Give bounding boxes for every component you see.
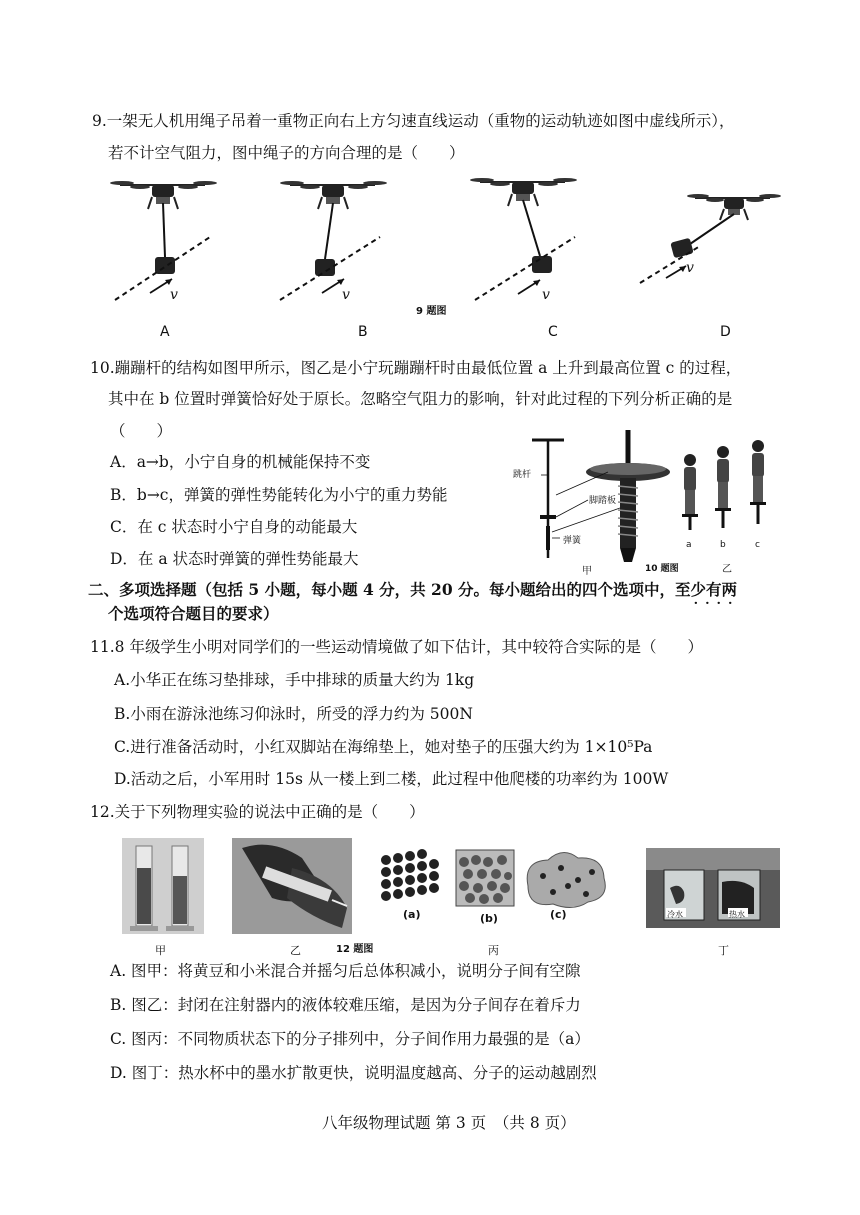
q10-option-d: D．在 a 状态时弹簧的弹性势能最大	[110, 550, 359, 568]
q12-figure-yi	[232, 838, 352, 934]
q10-stem-line3: （ ）	[110, 422, 173, 440]
q9-stem-line2: 若不计空气阻力，图中绳子的方向合理的是（ ）	[108, 144, 465, 162]
solid-lattice	[381, 849, 439, 901]
q11-option-a: A.小华正在练习垫排球，手中排球的质量大约为 1kg	[114, 671, 475, 689]
q9-figure-c	[470, 172, 580, 307]
q12-cold-water: 冷水	[667, 910, 683, 919]
q10-option-c: C．在 c 状态时小宁自身的动能最大	[110, 518, 358, 536]
person-icon	[750, 440, 766, 524]
q9-figure-caption: 9 题图	[416, 306, 447, 317]
q12-label-ding: 丁	[718, 944, 729, 957]
q10-label-tanhuang: 弹簧	[563, 536, 582, 546]
liquid-beaker	[456, 850, 514, 906]
drone-icon	[687, 194, 781, 220]
q12-option-d: D. 图丁：热水杯中的墨水扩散更快，说明温度越高、分子的运动越剧烈	[110, 1064, 597, 1082]
q10-stem-line1: 10.蹦蹦杆的结构如图甲所示，图乙是小宁玩蹦蹦杆时由最低位置 a 上升到最高位置 c 的过程，	[90, 359, 742, 377]
q10-option-b: B．b→c，弹簧的弹性势能转化为小宁的重力势能	[110, 486, 448, 504]
q12-sub-c: (c)	[550, 908, 567, 921]
section2-heading-line1: 二、多项选择题（包括 5 小题，每小题 4 分，共 20 分。每小题给出的四个选项中，至少有两	[88, 580, 738, 599]
q12-figure-caption: 12 题图	[336, 944, 374, 955]
q12-sub-a: (a)	[403, 908, 421, 921]
q10-option-a: A．a→b，小宁自身的机械能保持不变	[110, 453, 371, 471]
q10-label-jiaotaban: 脚踏板	[589, 496, 617, 506]
q10-pos-b: b	[720, 540, 726, 550]
q9-figure-b	[280, 175, 390, 305]
q10-label-yi: 乙	[722, 564, 732, 575]
q9-velocity-label-a: v	[170, 287, 178, 303]
q11-option-b: B.小雨在游泳池练习仰泳时，所受的浮力约为 500N	[114, 705, 473, 723]
emphasis-dots: · · · ·	[693, 593, 734, 614]
q9-option-a-label: A	[160, 324, 170, 340]
q9-option-d-label: D	[720, 324, 731, 340]
q11-option-d: D.活动之后，小军用时 15s 从一楼上到二楼，此过程中他爬楼的功率约为 100W	[114, 770, 669, 788]
q12-sub-b: (b)	[480, 912, 498, 925]
q11-stem: 11.8 年级学生小明对同学们的一些运动情境做了如下估计，其中较符合实际的是（ ）	[90, 638, 703, 656]
q12-label-bing: 丙	[488, 944, 499, 957]
q12-option-c: C. 图丙：不同物质状态下的分子排列中，分子间作用力最强的是（a）	[110, 1030, 590, 1048]
q10-stem-line2: 其中在 b 位置时弹簧恰好处于原长。忽略空气阻力的影响，针对此过程的下列分析正确的是	[108, 390, 733, 408]
q11-option-c: C.进行准备活动时，小红双脚站在海绵垫上，她对垫子的压强大约为 1×10⁵Pa	[114, 738, 653, 756]
person-icon	[682, 454, 698, 530]
q12-label-yi: 乙	[290, 944, 301, 957]
page-footer: 八年级物理试题 第 3 页 （共 8 页）	[322, 1114, 576, 1132]
q10-figure-caption: 10 题图	[645, 564, 679, 574]
q10-label-tiaogan: 跳杆	[513, 470, 532, 480]
gas-cloud	[527, 852, 605, 907]
section2-heading-line2: 个选项符合题目的要求）	[108, 604, 279, 623]
q10-label-jia: 甲	[582, 566, 592, 577]
q9-figure-a	[110, 175, 220, 305]
q9-figure-d	[640, 188, 780, 288]
q12-option-a: A. 图甲：将黄豆和小米混合并摇匀后总体积减小，说明分子间有空隙	[110, 962, 581, 980]
q12-label-jia: 甲	[155, 944, 166, 957]
q10-pos-a: a	[686, 540, 692, 550]
person-icon	[715, 446, 731, 528]
q10-pos-c: c	[755, 540, 760, 550]
q9-velocity-label-c: v	[542, 287, 550, 303]
q12-stem: 12.关于下列物理实验的说法中正确的是（ ）	[90, 803, 425, 821]
q9-velocity-label-d: v	[686, 260, 694, 276]
q9-stem-line1: 9.一架无人机用绳子吊着一重物正向右上方匀速直线运动（重物的运动轨迹如图中虚线所示），	[92, 112, 735, 130]
q9-option-b-label: B	[358, 324, 368, 340]
q10-figure-yi	[678, 440, 778, 545]
q12-option-b: B. 图乙：封闭在注射器内的液体较难压缩，是因为分子间存在着斥力	[110, 996, 581, 1014]
q12-hot-water: 热水	[729, 910, 745, 919]
q9-velocity-label-b: v	[342, 287, 350, 303]
q12-figure-jia	[122, 838, 204, 934]
q9-option-c-label: C	[548, 324, 558, 340]
